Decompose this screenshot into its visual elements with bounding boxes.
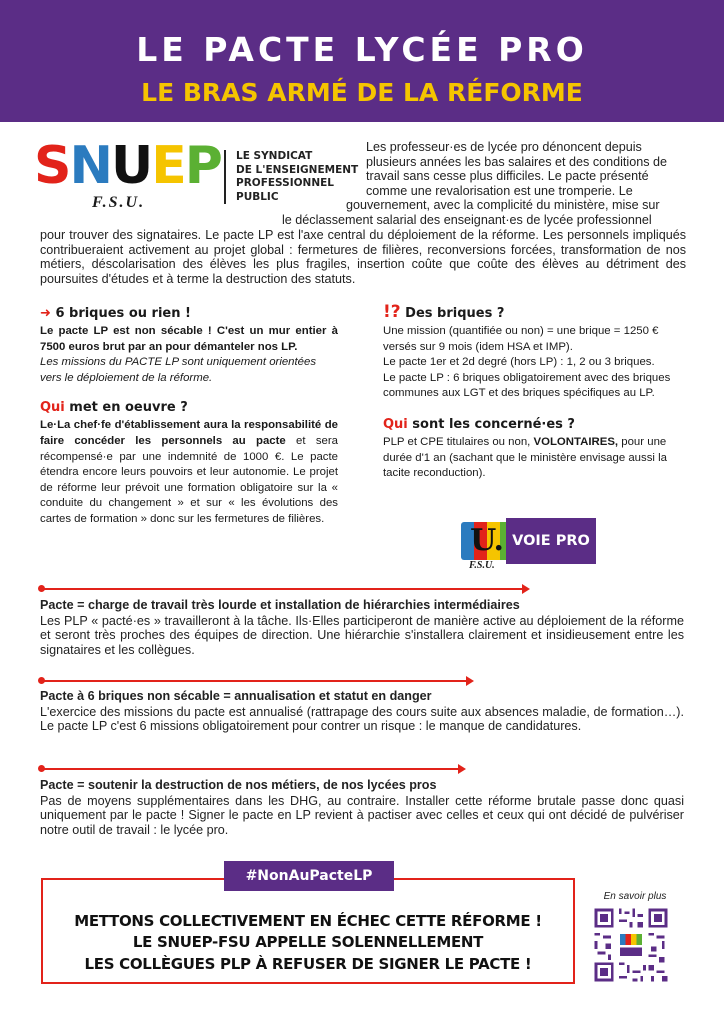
fsu-u-mark: U. [461,522,513,560]
alert-icon: !? [383,302,401,322]
volontaires-text: VOLONTAIRES, [533,435,619,448]
snuep-logo-text: SNUEP [34,136,221,196]
section-title-text: met en oeuvre ? [69,400,188,416]
block-charge-travail [40,598,684,657]
section-title-qui-met [40,399,338,417]
tagline-line: LE SYNDICAT [236,150,313,162]
block-annualisation [40,689,684,734]
tagline-line: DE L'ENSEIGNEMENT [236,163,359,176]
en-savoir-plus-label: En savoir plus [603,891,667,902]
pacte-lp-text: Le pacte LP : 6 briques obligatoirement avec des briques communes aux LGT et des briques spécifiques au LP. [383,371,671,400]
concernes-a: PLP et CPE titulaires ou non, [383,435,531,448]
syndicat-tagline [224,150,364,204]
intro-line: le déclassement salarial des enseignant·es de lycée professionnel [282,213,652,227]
fsu-logo-text: F.S.U. [92,194,146,211]
cta-line: LES COLLÈGUES PLP À REFUSER DE SIGNER LE PACTE ! [84,955,532,973]
intro-line: Les professeur·es de lycée pro dénoncent depuis [366,140,642,154]
section-title-text: Des briques ? [405,306,505,321]
section-title-red: Qui [40,400,65,416]
intro-line: travail sans cesse plus difficiles. Le pacte présenté [366,169,649,183]
tagline-line: PUBLIC [236,190,279,203]
block-title: Pacte = soutenir la destruction de nos métiers, de nos lycées pros [40,778,437,792]
chef-text: et sera récompensé·e par une indemnité de 1000 €. Le pacte étendra encore leurs pouvoirs et leur autonomie. Le projet de réforme leur prévoit une formation obligatoire sur la « conduite du changement » et sur « les évolutions des cartes de formation » donc sur les fermetures de filières. [40,434,338,525]
chef-bold-text: Le·La chef·fe d'établissement aura la responsabilité de faire concéder les personnels au pacte [40,419,338,447]
block-title: Pacte = charge de travail très lourde et installation de hiérarchies intermédiaires [40,598,520,612]
call-to-action-box [41,878,575,984]
header-banner [0,0,724,122]
pacte-non-secable-text: Le pacte LP est non sécable ! C'est un mur entier à 7500 euros brut par an pour démanteler nos LP. [40,325,338,353]
red-arrow-divider [40,768,464,770]
voie-pro-badge: VOIE PRO [506,518,596,564]
section-title-briques [40,305,338,323]
qr-code-icon[interactable] [592,906,670,984]
section-title-qui-sont [383,416,683,434]
intro-line: comme une revalorisation est une tromperie. Le [366,184,633,198]
red-arrow-divider [40,680,472,682]
block-text: L'exercice des missions du pacte est annualisé (rattrapage des cours suite aux absences maladie, de formation…). Le pacte LP c'est 6 missions obligatoirement pour contrer un risque : le manque de candidatures. [40,704,684,734]
left-column [40,305,338,528]
block-text: Les PLP « pacté·es » travailleront à la tâche. Ils·Elles participeront de manière active au déploiement de la réforme et seront très proches des équipes de direction. Une hiérarchie s'installera clairement et insidieusement entre les signataires et les collègues. [40,613,684,657]
missions-text: Les missions du PACTE LP sont uniquement orientées vers le déploiement de la réforme. [40,356,317,384]
section-title-text: 6 briques ou rien ! [55,306,191,321]
brique-definition: Une mission (quantifiée ou non) = une brique = 1250 € versés sur 9 mois (idem HSA et IMP). [383,325,659,353]
block-title: Pacte à 6 briques non sécable = annualisation et statut en danger [40,689,432,703]
right-column [383,303,683,482]
concernes-b: pour une durée d'1 an (sachant que le ministère envisage aussi la tacite reconduction). [383,435,667,480]
page-subtitle: LE BRAS ARMÉ DE LA RÉFORME [141,78,583,107]
cta-line: METTONS COLLECTIVEMENT EN ÉCHEC CETTE RÉFORME ! [74,912,542,930]
hashtag-banner: #NonAuPacteLP [224,861,394,891]
section-title-text: sont les concerné·es ? [412,416,575,432]
intro-paragraph: pour trouver des signataires. Le pacte LP est l'axe central du déploiement de la réforme. Les personnels impliqués contribueraient activement au projet global : fermetures de filières, reconversions forcées, transformation de nos métiers, déscolarisation des élèves les plus fragiles, insertion coûte que coûte des élèves au détriment des poursuites d'études et à terme la destruction des statuts. [40,228,686,286]
arrow-right-icon: ➜ [40,306,51,321]
intro-line: gouvernement, avec la complicité du ministère, mise sur [346,198,660,212]
red-arrow-divider [40,588,528,590]
cta-line: LE SNUEP-FSU APPELLE SOLENNELLEMENT [132,933,484,951]
chef-etablissement-text [40,418,338,527]
pacte-1er-2d: Le pacte 1er et 2d degré (hors LP) : 1, 2 ou 3 briques. [383,356,655,369]
block-text: Pas de moyens supplémentaires dans les DHG, au contraire. Installer cette réforme brutale passe donc quasi uniquement par le pacte ! Signer le pacte en LP revient à pactiser avec celles et ceux qui ont décidé de pulvériser notre outil de travail : le lycée pro. [40,793,684,837]
section-title-des-briques [383,303,683,323]
fsu-small-text: F.S.U. [469,560,495,571]
snuep-logo [34,138,219,216]
tagline-line: PROFESSIONNEL [236,177,334,189]
concernes-text [383,435,683,482]
section-title-red: Qui [383,416,408,432]
block-destruction [40,778,684,837]
page-title: LE PACTE LYCÉE PRO [136,30,588,69]
intro-line: plusieurs années les bas salaires et des conditions de [366,155,668,169]
